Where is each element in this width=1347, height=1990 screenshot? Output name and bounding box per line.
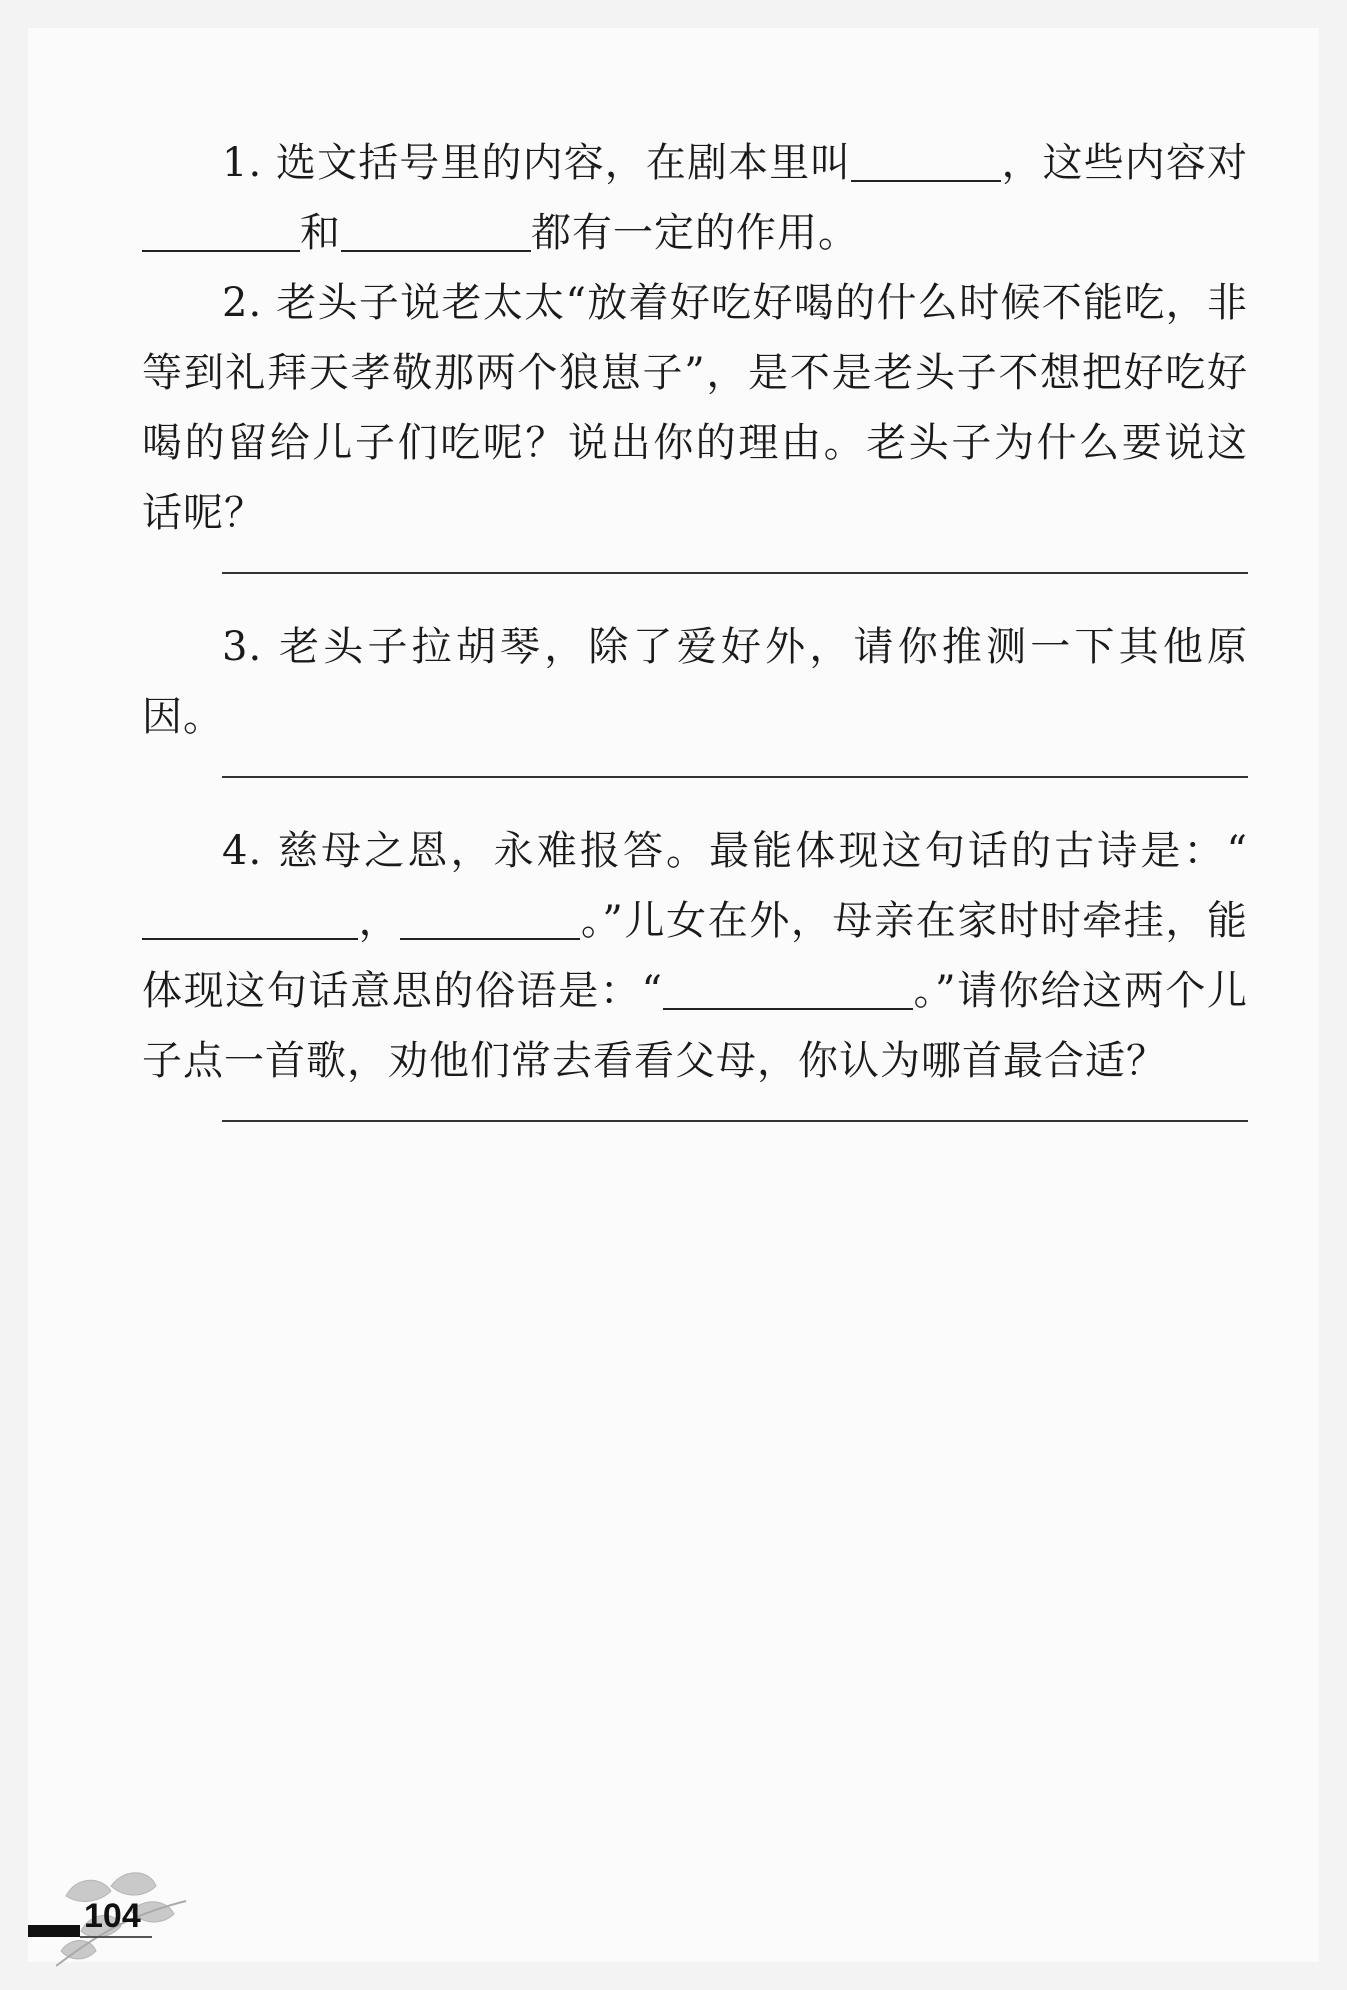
- question-4-text-b: ，: [358, 898, 401, 944]
- answer-blank-4b[interactable]: [400, 896, 580, 940]
- question-1-text-a: 选文括号里的内容，在剧本里叫: [276, 140, 852, 186]
- question-4-text-d: 。”请你给这两个儿子点一首歌，劝他们常去看看父母，你认为哪首最合适？: [142, 968, 1248, 1084]
- question-4: [142, 816, 1248, 1096]
- answer-blank-1a[interactable]: [851, 138, 1001, 182]
- answer-blank-1c[interactable]: [341, 208, 531, 252]
- question-1-text-b: ，这些内容对: [1001, 140, 1249, 186]
- answer-blank-4c[interactable]: [663, 966, 913, 1010]
- page-number: 104: [84, 1897, 141, 1935]
- answer-blank-1b[interactable]: [142, 208, 300, 252]
- exercise-content: [142, 128, 1248, 1160]
- page-number-bar: [28, 1925, 80, 1937]
- answer-blank-4a-start[interactable]: [142, 896, 208, 940]
- question-3-number: 3.: [222, 624, 263, 670]
- question-4-text-a: 慈母之恩，永难报答。最能体现这句话的古诗是：“: [278, 828, 1249, 874]
- question-1: [142, 128, 1248, 268]
- question-2-text: 老头子说老太太“放着好吃好喝的什么时候不能吃，非等到礼拜天孝敬那两个狼崽子”，是不是老头子不想把好吃好喝的留给儿子们吃呢？说出你的理由。老头子为什么要说这话呢？: [142, 280, 1249, 536]
- question-1-text-d: 都有一定的作用。: [531, 210, 859, 256]
- answer-line-3[interactable]: [222, 776, 1248, 778]
- question-4-text-c: 。”儿女在外，母亲在家时时牵挂，能体现这句话意思的俗语是：“: [142, 898, 1248, 1014]
- question-1-text-c: 和: [300, 210, 341, 256]
- question-2: [142, 268, 1248, 548]
- question-3: [142, 612, 1248, 752]
- page-number-rule: [80, 1936, 152, 1938]
- answer-line-2[interactable]: [222, 572, 1248, 574]
- answer-blank-4a[interactable]: [208, 896, 358, 940]
- question-4-number: 4.: [222, 828, 263, 874]
- question-3-text: 老头子拉胡琴，除了爱好外，请你推测一下其他原因。: [142, 624, 1249, 740]
- answer-line-4[interactable]: [222, 1120, 1248, 1122]
- question-1-number: 1.: [222, 140, 263, 186]
- question-2-number: 2.: [222, 280, 263, 326]
